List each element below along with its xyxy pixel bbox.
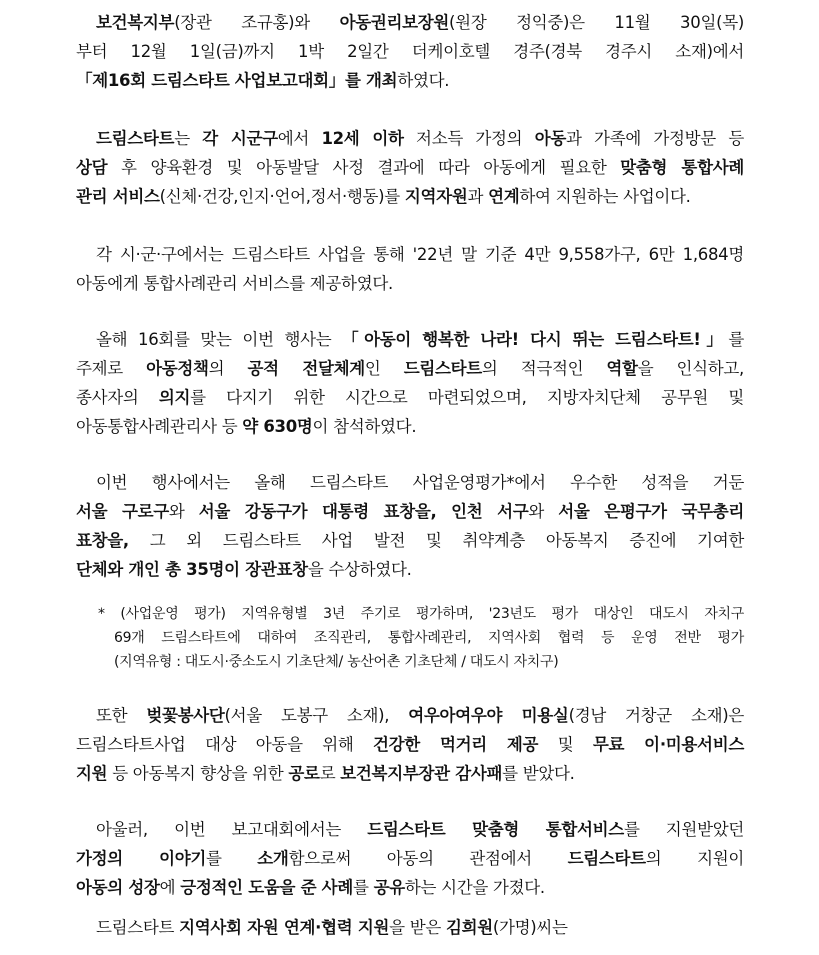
text-run: 하여 지원하는 사업이다.: [519, 187, 691, 206]
paragraph-appreciation-plaques: [76, 701, 744, 788]
bold-text-run: 공유: [373, 878, 405, 897]
paragraph-dreamstart-definition: [76, 124, 744, 211]
text-run: 저소득 가정의: [403, 129, 535, 148]
bold-text-run: 드림스타트: [567, 849, 646, 868]
text-run: 이 참석하였다.: [312, 417, 417, 436]
bold-text-run: 아동권리보장원: [339, 13, 450, 32]
paragraph-line: [76, 66, 744, 95]
bold-text-run: 공적 전달체계: [247, 359, 365, 378]
bold-text-run: 단체와 개인 총 35명이 장관표창: [76, 560, 308, 579]
paragraph-line: [76, 701, 744, 730]
bold-text-run: 긍정적인 도움을 준 사례: [180, 878, 353, 897]
text-run: 을 받은: [389, 918, 446, 937]
text-run: 과 가족에 가정방문 등: [566, 129, 744, 148]
bold-text-run: 보건복지부장관 감사패: [340, 764, 503, 783]
paragraph-line: [76, 815, 744, 844]
bold-text-run: 맞춤형 통합사례: [620, 158, 744, 177]
paragraph-line: [76, 8, 744, 37]
text-run: 하는 시간을 가졌다.: [404, 878, 545, 897]
bold-text-run: 관리 서비스: [76, 187, 160, 206]
text-run: 드림스타트: [96, 918, 180, 937]
paragraph-awards: [76, 468, 744, 584]
footnote-line: * (사업운영 평가) 지역유형별 3년 주기로 평가하며, '23년도 평가 대상인 대도시 자치구: [98, 606, 744, 622]
paragraph-line: [76, 153, 744, 182]
bold-text-run: 무료 이·미용서비스: [592, 735, 744, 754]
text-run: 의 지원이: [645, 849, 744, 868]
bold-text-run: 약 630명: [242, 417, 313, 436]
paragraph-line: [76, 182, 744, 211]
text-run: 주제로: [76, 359, 147, 378]
paragraph-event-announcement: [76, 8, 744, 95]
text-run: 그 외 드림스타트 사업 발전 및 취약계층 아동복지 증진에 기여한: [128, 531, 744, 550]
text-run: 를 다지기 위한 시간으로 마련되었으며, 지방자치단체 공무원 및: [190, 388, 744, 407]
paragraph-line: [76, 526, 744, 555]
bold-text-run: 서울 은평구가 국무총리: [558, 502, 745, 521]
text-run: (가명)씨는: [492, 918, 568, 937]
text-run: 를: [728, 330, 745, 349]
bold-text-run: 여우아여우야 미용실: [408, 706, 569, 725]
bold-text-run: 가정의 이야기: [76, 849, 206, 868]
paragraph-line: [76, 555, 744, 584]
text-run: 의: [208, 359, 248, 378]
bold-text-run: 건강한 먹거리 제공: [373, 735, 539, 754]
paragraph-family-stories: [76, 815, 744, 902]
text-run: 의 적극적인: [481, 359, 607, 378]
bold-text-run: 벚꽃봉사단: [146, 706, 225, 725]
text-run: 드림스타트사업 대상 아동을 위해: [76, 735, 374, 754]
paragraph-line: [76, 844, 744, 873]
text-run: 각 시·군·구에서는 드림스타트 사업을 통해 '22년 말 기준 4만 9,558가구, 6만 1,684명: [96, 245, 744, 264]
text-run: 함으로써 아동의 관점에서: [288, 849, 568, 868]
paragraph-line: [76, 325, 744, 354]
text-run: (신체·건강,인지·언어,정서·행동)를: [159, 187, 405, 206]
bold-text-run: 서울 구로구: [76, 502, 169, 521]
footnote-line: 69개 드림스타트에 대하여 조직관리, 통합사례관리, 지역사회 협력 등 운영 전반 평가: [114, 630, 744, 646]
paragraph-line: [76, 269, 744, 298]
bold-text-run: 드림스타트: [403, 359, 482, 378]
bold-text-run: 김희원: [445, 918, 493, 937]
text-run: 를: [352, 878, 374, 897]
text-run: (서울 도봉구 소재),: [224, 706, 409, 725]
text-run: 및: [538, 735, 593, 754]
bold-text-run: 12세 이하: [321, 129, 404, 148]
bold-text-run: 아동의 성장: [76, 878, 160, 897]
paragraph-line: [76, 354, 744, 383]
bold-text-run: 연계: [488, 187, 520, 206]
paragraph-line: [76, 383, 744, 412]
text-run: 올해 16회를 맞는 이번 행사는: [96, 330, 343, 349]
text-run: 하였다.: [397, 71, 450, 90]
bold-text-run: 공로: [288, 764, 320, 783]
text-run: 종사자의: [76, 388, 159, 407]
footnote-line: (지역유형 : 대도시·중소도시 기초단체/ 농산어촌 기초단체 / 대도시 자치구): [114, 654, 559, 670]
text-run: 아동통합사례관리사 등: [76, 417, 243, 436]
text-run: 를 지원받았던: [623, 820, 744, 839]
bold-text-run: 드림스타트: [96, 129, 175, 148]
text-run: 로: [319, 764, 341, 783]
paragraph-line: [76, 913, 744, 942]
bold-text-run: 아동: [534, 129, 566, 148]
text-run: 는: [174, 129, 203, 148]
bold-text-run: 서울 강동구가 대통령 표창을, 인천 서구: [198, 502, 529, 521]
paragraph-line: [76, 412, 744, 441]
text-run: (원장 정익중)은 11월 30일(목): [449, 13, 744, 32]
bold-text-run: 드림스타트 맞춤형 통합서비스: [367, 820, 624, 839]
bold-text-run: 표창을,: [76, 531, 129, 550]
text-run: 과: [467, 187, 489, 206]
bold-text-run: 지역사회 자원 연계·협력 지원: [179, 918, 390, 937]
text-run: 에서: [277, 129, 322, 148]
paragraph-line: [76, 873, 744, 902]
bold-text-run: 「아동이 행복한 나라! 다시 뛰는 드림스타트!」: [342, 330, 729, 349]
bold-text-run: 지역자원: [404, 187, 468, 206]
text-run: 아동에게 통합사례관리 서비스를 제공하였다.: [76, 274, 393, 293]
bold-text-run: 지원: [76, 764, 108, 783]
text-run: 인: [364, 359, 404, 378]
bold-text-run: 보건복지부: [96, 13, 175, 32]
paragraph-line: [76, 730, 744, 759]
text-run: 이번 행사에서는 올해 드림스타트 사업운영평가*에서 우수한 성적을 거둔: [96, 473, 744, 492]
text-run: 부터 12월 1일(금)까지 1박 2일간 더케이호텔 경주(경북 경주시 소재)에서: [76, 42, 744, 61]
text-run: 아울러, 이번 보고대회에서는: [96, 820, 368, 839]
text-run: 와: [528, 502, 559, 521]
bold-text-run: 각 시군구: [202, 129, 278, 148]
paragraph-line: [76, 468, 744, 497]
bold-text-run: 의지: [158, 388, 191, 407]
paragraph-line: [76, 240, 744, 269]
text-run: 을 인식하고,: [637, 359, 744, 378]
bold-text-run: 아동정책: [146, 359, 209, 378]
bold-text-run: 역할: [606, 359, 638, 378]
text-run: 또한: [96, 706, 147, 725]
footnote-evaluation: [98, 602, 744, 674]
paragraph-line: [76, 497, 744, 526]
paragraph-line: [76, 37, 744, 66]
paragraph-service-statistics: [76, 240, 744, 298]
paragraph-case-intro: [76, 913, 744, 942]
text-run: 을 수상하였다.: [307, 560, 412, 579]
paragraph-line: [76, 124, 744, 153]
text-run: 등 아동복지 향상을 위한: [107, 764, 289, 783]
text-run: 후 양육환경 및 아동발달 사정 결과에 따라 아동에게 필요한: [107, 158, 621, 177]
paragraph-event-theme: [76, 325, 744, 441]
bold-text-run: 상담: [76, 158, 108, 177]
bold-text-run: 소개: [257, 849, 289, 868]
text-run: 에: [159, 878, 181, 897]
text-run: 를 받았다.: [502, 764, 575, 783]
bold-text-run: 「제16회 드림스타트 사업보고대회」를 개최: [76, 71, 398, 90]
text-run: (경남 거창군 소재)은: [568, 706, 744, 725]
text-run: 를: [206, 849, 258, 868]
text-run: 와: [168, 502, 199, 521]
text-run: (장관 조규홍)와: [174, 13, 340, 32]
paragraph-line: [76, 759, 744, 788]
